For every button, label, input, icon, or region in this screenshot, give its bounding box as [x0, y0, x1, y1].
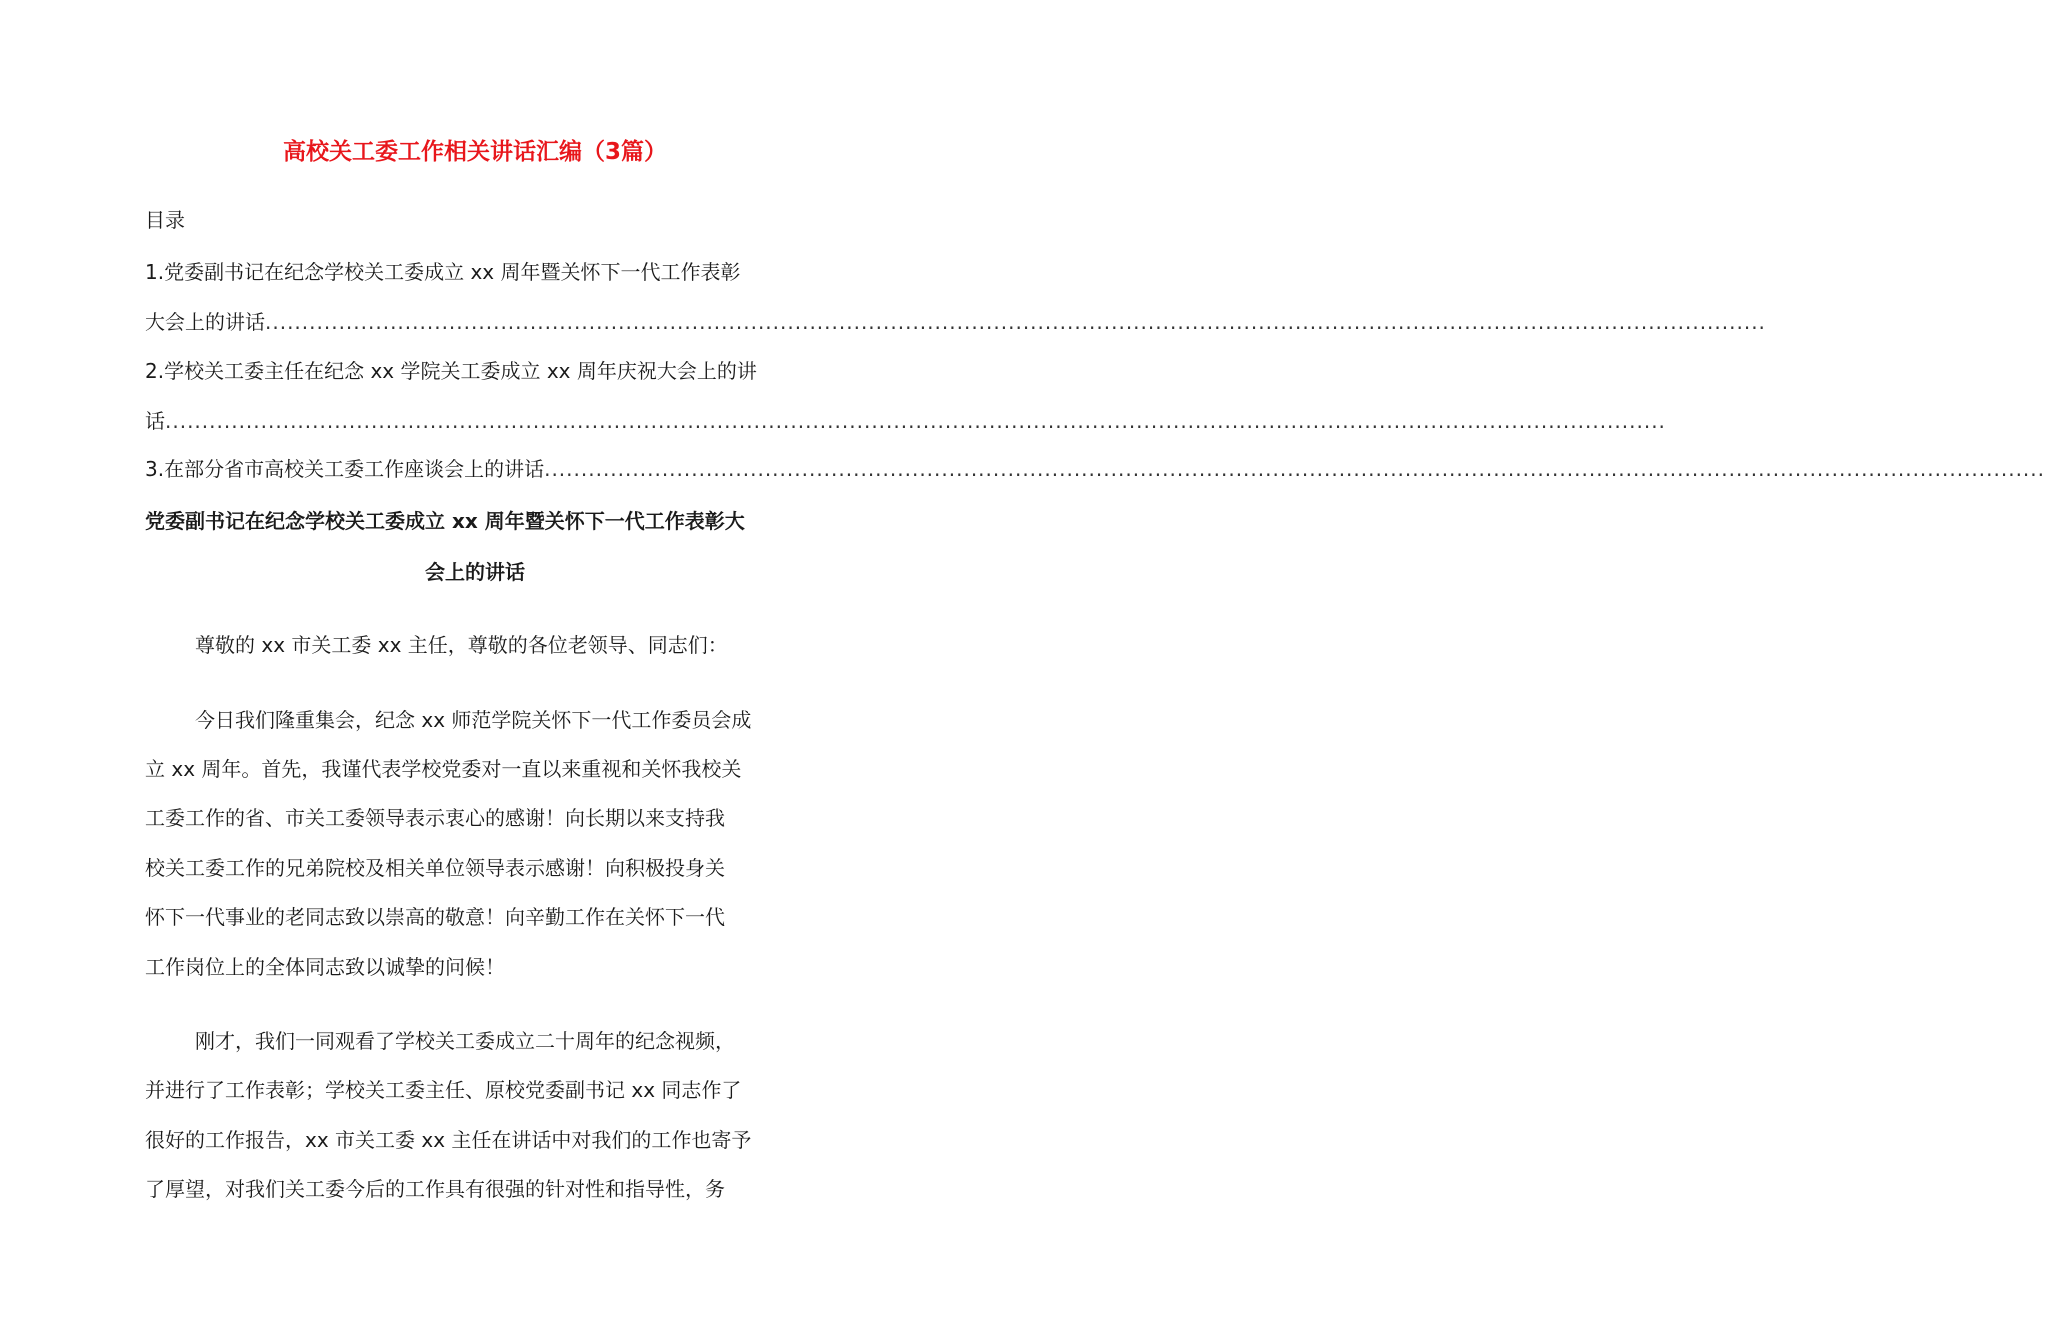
- toc-entry-2-text: 话: [145, 409, 165, 433]
- toc-entry-3-text: 3.在部分省市高校关工委工作座谈会上的讲话: [145, 457, 545, 481]
- salutation: 尊敬的 xx 市关工委 xx 主任，尊敬的各位老领导、同志们：: [195, 633, 728, 657]
- document-title: 高校关工委工作相关讲话汇编（3篇）: [282, 139, 667, 165]
- paragraph-2-line: 了厚望，对我们关工委今后的工作具有很强的针对性和指导性，务: [145, 1177, 725, 1201]
- toc-entry-1-line-1[interactable]: 1.党委副书记在纪念学校关工委成立 xx 周年暨关怀下一代工作表彰: [145, 260, 741, 284]
- toc-entry-2-line-2[interactable]: [145, 404, 1666, 438]
- toc-entry-3[interactable]: [145, 452, 2045, 486]
- toc-leader-dots: ............................................................................................................................................................................................................: [544, 457, 2045, 481]
- paragraph-1-line: 怀下一代事业的老同志致以崇高的敬意！向辛勤工作在关怀下一代: [145, 905, 725, 929]
- section-title-line-2: 会上的讲话: [425, 560, 525, 584]
- paragraph-2-line: 刚才，我们一同观看了学校关工委成立二十周年的纪念视频，: [195, 1029, 735, 1053]
- section-title-line-1: 党委副书记在纪念学校关工委成立 xx 周年暨关怀下一代工作表彰大: [145, 509, 745, 533]
- paragraph-1-line: 立 xx 周年。首先，我谨代表学校党委对一直以来重视和关怀我校关: [145, 757, 742, 781]
- toc-heading: 目录: [145, 208, 185, 232]
- toc-entry-1-line-2[interactable]: [145, 305, 1766, 339]
- toc-leader-dots: ............................................................................................................................................................................................................: [265, 310, 1766, 334]
- paragraph-1-line: 今日我们隆重集会，纪念 xx 师范学院关怀下一代工作委员会成: [195, 708, 752, 732]
- toc-leader-dots: ............................................................................................................................................................................................................: [165, 409, 1666, 433]
- paragraph-1-line: 工作岗位上的全体同志致以诚挚的问候！: [145, 955, 505, 979]
- paragraph-1-line: 工委工作的省、市关工委领导表示衷心的感谢！向长期以来支持我: [145, 806, 725, 830]
- paragraph-2-line: 很好的工作报告，xx 市关工委 xx 主任在讲话中对我们的工作也寄予: [145, 1128, 752, 1152]
- toc-entry-2-line-1[interactable]: 2.学校关工委主任在纪念 xx 学院关工委成立 xx 周年庆祝大会上的讲: [145, 359, 757, 383]
- paragraph-2-line: 并进行了工作表彰；学校关工委主任、原校党委副书记 xx 同志作了: [145, 1078, 742, 1102]
- toc-entry-1-text: 大会上的讲话: [145, 310, 265, 334]
- paragraph-1-line: 校关工委工作的兄弟院校及相关单位领导表示感谢！向积极投身关: [145, 856, 725, 880]
